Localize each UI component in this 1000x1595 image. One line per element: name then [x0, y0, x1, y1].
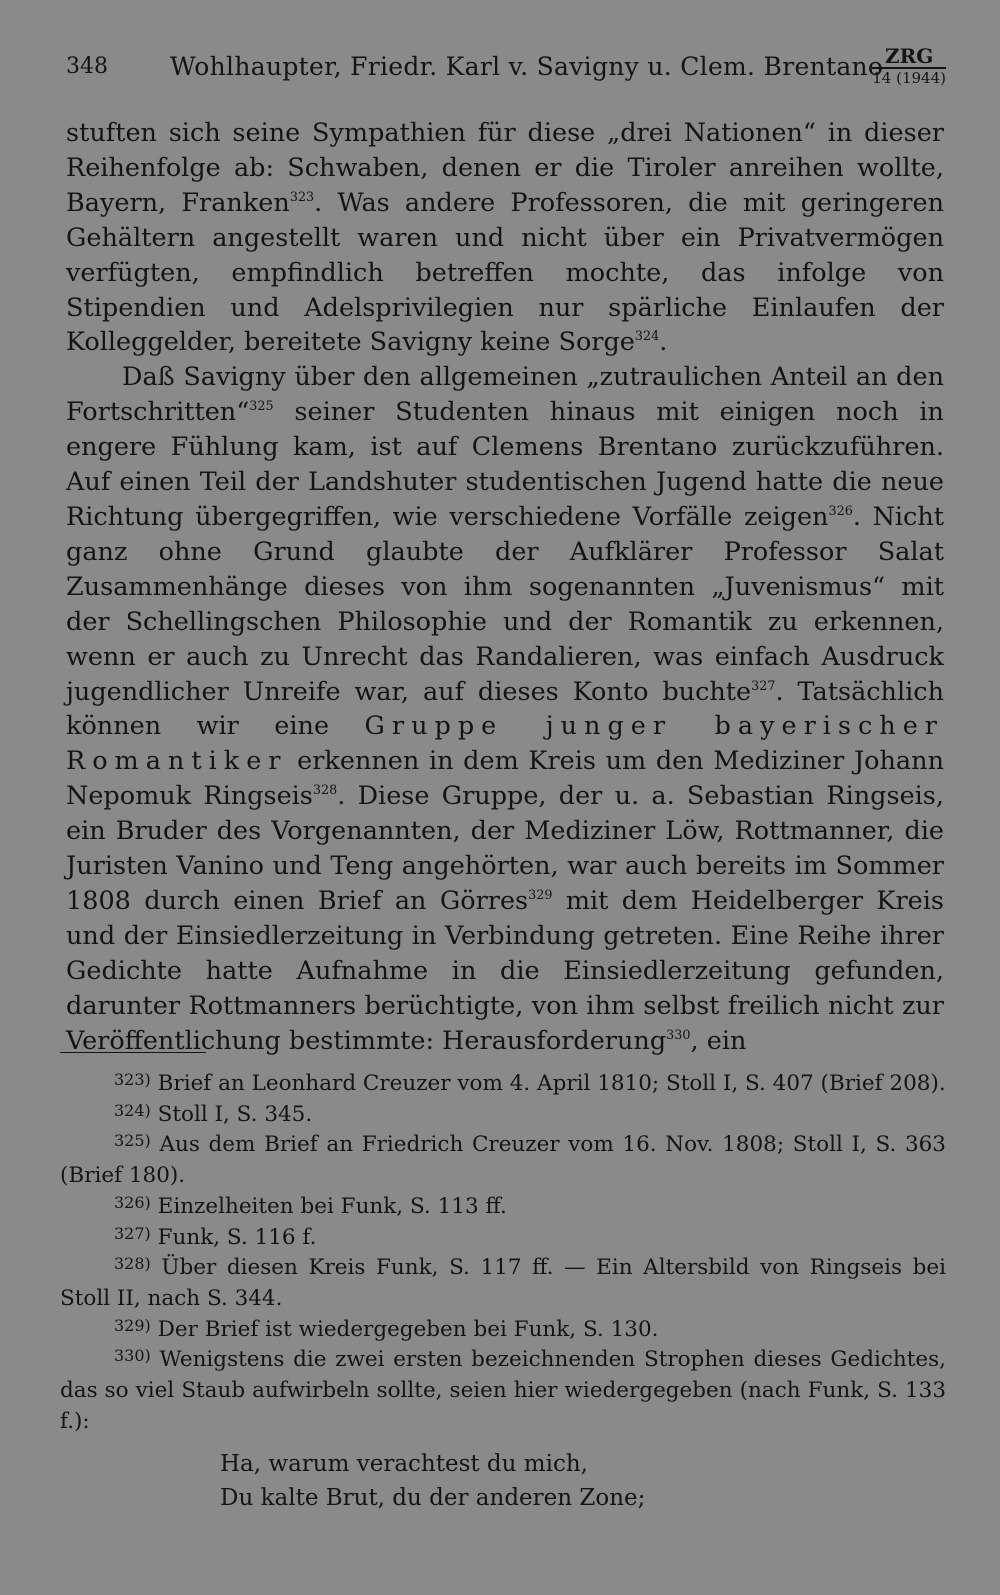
text-run: erkennen in dem Kreis um den Mediziner Johann Nepomuk Ringseis: [66, 746, 944, 812]
footnote-ref: 329: [528, 887, 553, 903]
footnote-ref: 327: [751, 678, 776, 694]
paragraph: [66, 360, 944, 1058]
footnote-text: Aus dem Brief an Friedrich Creuzer vom 16. Nov. 1808; Stoll I, S. 363 (Brief 180).: [60, 1132, 946, 1189]
footnote-number: 327): [114, 1223, 151, 1243]
text-run: mit dem Heidelberger Kreis und der Einsiedlerzeitung in Verbindung getreten. Eine Reihe ihrer Gedichte hatte Aufnahme in die Einsiedlerzeitung gefunden, darunter Rottmanners berüchtigte, von ihm selbst freilich nicht zur Veröffentlichung bestimmte: Herausforderung: [66, 885, 944, 1056]
footnote: [60, 1315, 946, 1346]
footnote-number: 323): [114, 1070, 151, 1089]
footnotes: [60, 1069, 946, 1515]
paragraph: [66, 116, 944, 360]
text-run: stuften sich seine Sympathien für diese „drei Nationen“ in dieser Reihenfolge ab: Schwaben, denen er die Tiroler anreihen wollte, Bayern, Franken: [66, 118, 944, 218]
footnote-text: Einzelheiten bei Funk, S. 113 ff.: [157, 1193, 507, 1219]
footnote-text: Der Brief ist wiedergegeben bei Funk, S. 130.: [157, 1316, 659, 1342]
footnote: [60, 1192, 946, 1223]
footnote: [60, 1345, 946, 1437]
journal-volume: 14 (1944): [872, 69, 946, 87]
footnote: [60, 1223, 946, 1254]
footnote-separator: [60, 1052, 206, 1053]
footnote-text: Über diesen Kreis Funk, S. 117 ff. — Ein Altersbild von Ringseis bei Stoll II, nach S. 344.: [60, 1255, 946, 1311]
footnote-ref: 325: [249, 399, 274, 415]
footnote-number: 329): [114, 1315, 151, 1335]
text-run: Daß Savigny über den allgemeinen „zutraulichen Anteil an den Fortschritten“: [66, 362, 944, 428]
main-text: [66, 116, 944, 1058]
footnote-number: 324): [114, 1100, 151, 1120]
footnote-ref: 330: [666, 1027, 691, 1043]
footnote-text: Wenigstens die zwei ersten bezeichnenden Strophen dieses Gedichtes, das so viel Staub aufwirbeln sollte, seien hier wiedergegeben (nach Funk, S. 133 f.):: [60, 1347, 946, 1434]
journal-reference: [872, 46, 946, 86]
emphasized-text: Gruppe junger bayerischer Romantiker: [66, 711, 944, 777]
footnote-number: 328): [114, 1254, 151, 1274]
text-run: . Tatsächlich können wir eine: [66, 676, 944, 742]
poem-line: Du kalte Brut, du der anderen Zone;: [220, 1485, 646, 1512]
page-header: [66, 44, 946, 92]
running-title: Wohlhaupter, Friedr. Karl v. Savigny u. Clem. Brentano: [170, 52, 884, 81]
text-run: , ein: [690, 1025, 747, 1056]
text-run: . Diese Gruppe, der u. a. Sebastian Ringseis, ein Bruder des Vorgenannten, der Mediziner Löw, Rottmanner, die Juristen Vanino und Teng angehörten, war auch bereits im Sommer 1808 durch einen Brief an Görres: [66, 781, 945, 916]
poem-line: Ha, warum verachtest du mich,: [220, 1451, 588, 1478]
footnote-text: Stoll I, S. 345.: [157, 1101, 313, 1127]
footnote: [60, 1069, 946, 1100]
footnote-ref: 323: [289, 189, 315, 205]
text-run: . Was andere Professoren, die mit geringeren Gehältern angestellt waren und nicht über ein Privatvermögen verfügten, empfindlich betreffen mochte, das infolge von Stipendien und Adelsprivilegien nur spärliche Einlaufen der Kolleggelder, bereitete Savigny keine Sorge: [66, 187, 944, 358]
journal-abbreviation: ZRG: [872, 46, 946, 69]
text-run: seiner Studenten hinaus mit einigen noch in engere Fühlung kam, ist auf Clemens Brentano zurückzuführen. Auf einen Teil der Landshuter studentischen Jugend hatte die neue Richtung übergegriffen, wie verschiedene Vorfälle zeigen: [66, 397, 944, 532]
footnote-number: 330): [114, 1346, 151, 1366]
footnote-text: Brief an Leonhard Creuzer vom 4. April 1810; Stoll I, S. 407 (Brief 208).: [157, 1071, 946, 1096]
footnote-number: 326): [114, 1192, 151, 1212]
footnote: [60, 1130, 946, 1191]
footnote-text: Funk, S. 116 f.: [157, 1224, 317, 1250]
footnote-ref: 328: [312, 783, 338, 799]
text-run: .: [659, 327, 668, 358]
footnote: [60, 1253, 946, 1314]
footnote-number: 325): [114, 1131, 151, 1151]
footnote: [60, 1100, 946, 1131]
text-run: . Nicht ganz ohne Grund glaubte der Aufklärer Professor Salat Zusammenhänge dieses von ihm sogenannten „Juvenismus“ mit der Schellingschen Philosophie und der Romantik zu erkennen, wenn er auch zu Unrecht das Randalieren, was einfach Ausdruck jugendlicher Unreife war, auf dieses Konto buchte: [66, 501, 944, 707]
page-number: 348: [66, 54, 108, 79]
footnote-ref: 326: [828, 503, 853, 519]
poem-quote: [220, 1447, 946, 1515]
footnote-ref: 324: [634, 329, 660, 345]
